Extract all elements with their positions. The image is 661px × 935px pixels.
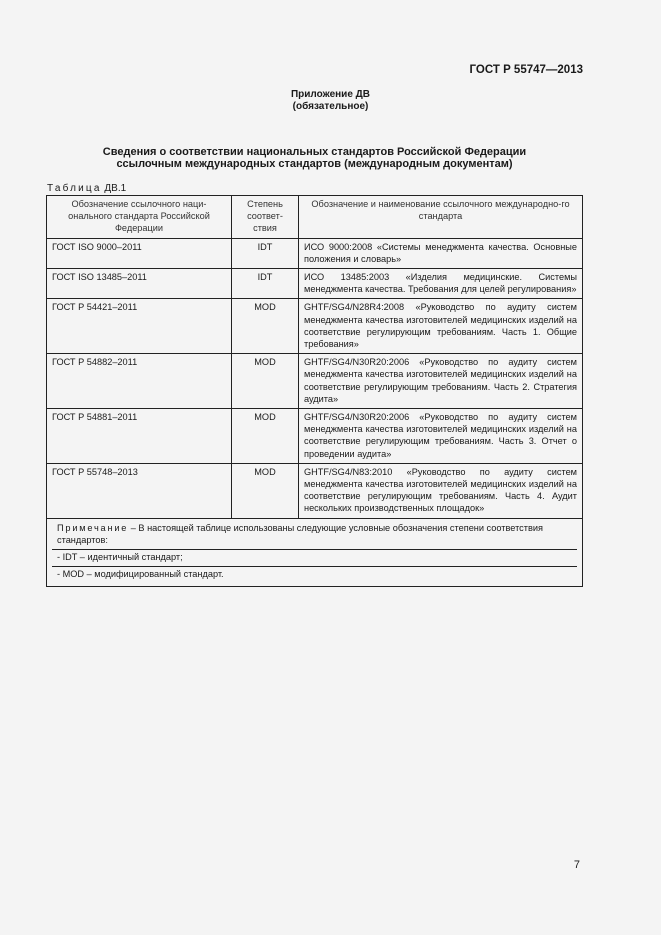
table-row: [47, 299, 583, 354]
reference-name-cell: GHTF/SG4/N30R20:2006 «Руководство по аудиту систем менеджмента качества изготовителей медицинских изделий на соответствие регулирующим требованиям. Часть 2. Стратегия аудита»: [299, 354, 583, 409]
note-text: – В настоящей таблице использованы следующие условные обозначения степени соответствия стандартов:: [57, 522, 543, 545]
standard-cell: ГОСТ ISO 9000–2011: [47, 238, 232, 268]
table-caption-word: Таблица: [47, 183, 102, 194]
table-note-row: [47, 518, 583, 587]
standard-cell: ГОСТ Р 55748–2013: [47, 463, 232, 518]
degree-cell: MOD: [232, 409, 299, 464]
column-header: Обозначение ссылочного наци-онального стандарта Российской Федерации: [47, 196, 232, 239]
standard-cell: ГОСТ ISO 13485–2011: [47, 269, 232, 299]
table-row: [47, 409, 583, 464]
column-header: Степень соответ-ствия: [232, 196, 299, 239]
standard-cell: ГОСТ Р 54881–2011: [47, 409, 232, 464]
degree-cell: MOD: [232, 463, 299, 518]
table-header-row: [47, 196, 583, 239]
table-row: [47, 463, 583, 518]
note-label: Примечание: [57, 522, 129, 533]
appendix-title: Приложение ДВ: [290, 89, 371, 100]
table-caption-number: ДВ.1: [104, 183, 127, 194]
degree-cell: MOD: [232, 299, 299, 354]
reference-name-cell: GHTF/SG4/N28R4:2008 «Руководство по аудиту систем менеджмента качества изготовителей медицинских изделий на соответствие регулирующим требованиям. Часть 1. Общие требования»: [299, 299, 583, 354]
section-heading-line-1: Сведения о соответствии национальных стандартов Российской Федерации: [102, 146, 527, 158]
reference-name-cell: ИСО 9000:2008 «Системы менеджмента качества. Основные положения и словарь»: [299, 238, 583, 268]
standard-cell: ГОСТ Р 54882–2011: [47, 354, 232, 409]
table-note: [47, 518, 583, 587]
column-header: Обозначение и наименование ссылочного международно-го стандарта: [299, 196, 583, 239]
table-row: [47, 238, 583, 268]
correspondence-table: [46, 195, 583, 587]
table-row: [47, 269, 583, 299]
note-item: - IDT – идентичный стандарт;: [52, 549, 577, 566]
table-row: [47, 354, 583, 409]
degree-cell: IDT: [232, 238, 299, 268]
table-caption: [47, 183, 126, 194]
section-heading-line-2: ссылочным международных стандартов (международным документам): [116, 158, 513, 170]
reference-name-cell: ИСО 13485:2003 «Изделия медицинские. Системы менеджмента качества. Требования для целей регулирования»: [299, 269, 583, 299]
document-code: ГОСТ Р 55747—2013: [469, 64, 583, 76]
reference-name-cell: GHTF/SG4/N83:2010 «Руководство по аудиту систем менеджмента качества изготовителей медицинских изделий на соответствие регулирующим требованиям. Часть 4. Аудит нескольких производственных площадок»: [299, 463, 583, 518]
degree-cell: MOD: [232, 354, 299, 409]
reference-name-cell: GHTF/SG4/N30R20:2006 «Руководство по аудиту систем менеджмента качества изготовителей медицинских изделий на соответствие регулирующим требованиям. Часть 3. Отчет о проведении аудита»: [299, 409, 583, 464]
standard-cell: ГОСТ Р 54421–2011: [47, 299, 232, 354]
note-item: - MOD – модифицированный стандарт.: [52, 566, 577, 583]
page-number: 7: [573, 859, 580, 871]
note-intro: [52, 521, 577, 549]
degree-cell: IDT: [232, 269, 299, 299]
appendix-subtitle: (обязательное): [292, 101, 369, 112]
